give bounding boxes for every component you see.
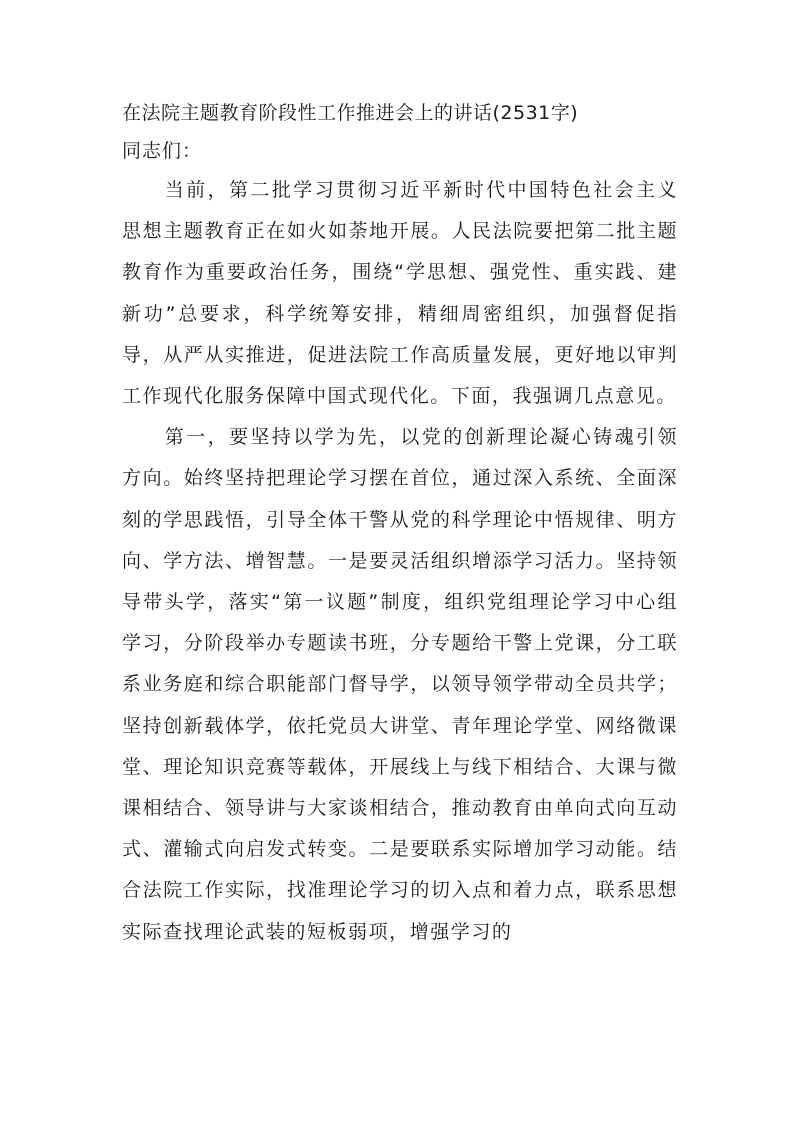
- paragraph-first-point: 第一，要坚持以学为先，以党的创新理论凝心铸魂引领方向。始终坚持把理论学习摆在首位，通过深入系统、全面深刻的学思践悟，引导全体干警从党的科学理论中悟规律、明方向、学方法、增智慧。一是要灵活组织增添学习活力。坚持领导带头学，落实“第一议题”制度，组织党组理论学习中心组学习，分阶段举办专题读书班，分专题给干警上党课，分工联系业务庭和综合职能部门督导学，以领导领学带动全员共学；坚持创新载体学，依托党员大讲堂、青年理论学堂、网络微课堂、理论知识竞赛等载体，开展线上与线下相结合、大课与微课相结合、领导讲与大家谈相结合，推动教育由单向式向互动式、灌输式向启发式转变。二是要联系实际增加学习动能。结合法院工作实际，找准理论学习的切入点和着力点，联系思想实际查找理论武装的短板弱项，增强学习的: [122, 426, 678, 943]
- document-page: [122, 94, 678, 953]
- paragraph-intro: 当前，第二批学习贯彻习近平新时代中国特色社会主义思想主题教育正在如火如荼地开展。人民法院要把第二批主题教育作为重要政治任务，围绕“学思想、强党性、重实践、建新功”总要求，科学统筹安排，精细周密组织，加强督促指导，从严从实推进，促进法院工作高质量发展，更好地以审判工作现代化服务保障中国式现代化。下面，我强调几点意见。: [122, 179, 678, 408]
- document-title: 在法院主题教育阶段性工作推进会上的讲话(2531字): [122, 102, 579, 124]
- salutation: 同志们：: [122, 140, 203, 162]
